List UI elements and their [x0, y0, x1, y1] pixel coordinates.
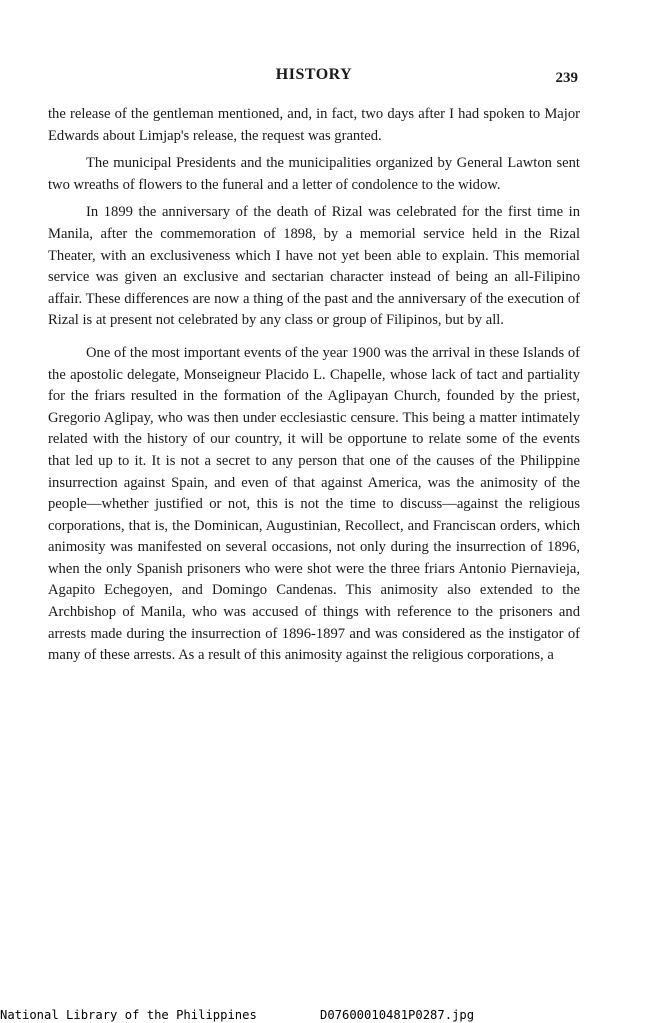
running-title: HISTORY — [275, 66, 353, 83]
paragraph-continuation: the release of the gentleman mentioned, and, in fact, two days after I had spoken to Major Edwards about Limjap's release, the request was granted. — [48, 106, 580, 144]
paragraph-funeral-wreaths: The municipal Presidents and the municipalities organized by General Lawton sent two wreaths of flowers to the funeral and a letter of condolence to the widow. — [48, 155, 580, 193]
scan-footer — [0, 1008, 651, 1023]
body-text — [48, 104, 580, 667]
footer-filename: D07600010481P0287.jpg — [320, 1008, 475, 1022]
paragraph-apostolic-delegate: One of the most important events of the year 1900 was the arrival in these Islands of the apostolic delegate, Monseigneur Placido L. Chapelle, whose lack of tact and partiality for the friars resulted in the formation of the Aglipayan Church, founded by the priest, Gregorio Aglipay, who was then under ecclesiastic censure. This being a matter intimately related with the history of our country, it will be opportune to relate some of the events that led up to it. It is not a secret to any person that one of the causes of the Philippine insurrection against Spain, and even of that against America, was the animosity of the people—whether justified or not, this is not the time to discuss—against the religious corporations, that is, the Dominican, Augustinian, Recollect, and Franciscan orders, which animosity was manifested on several occasions, not only during the insurrection of 1896, when the only Spanish prisoners who were shot were the three friars Antonio Piernavieja, Agapito Echegoyen, and Domingo Candenas. This animosity also extended to the Archbishop of Manila, who was accused of things with reference to the prisoners and arrests made during the insurrection of 1896-1897 and was considered as the instigator of many of these arrests. As a result of this animosity against the religious corporations, a — [48, 344, 580, 664]
paragraph-rizal-anniversary: In 1899 the anniversary of the death of Rizal was celebrated for the first time in Manila, after the commemoration of 1898, by a memorial service held in the Rizal Theater, with an exclusiveness which I have not yet been able to explain. This memorial service was given an exclusive and sectarian character instead of being an all-Filipino affair. These differences are now a thing of the past and the anniversary of the execution of Rizal is at present not celebrated by any class or group of Filipinos, but by all. — [48, 204, 580, 329]
page-number: 239 — [555, 70, 578, 86]
footer-library-name: National Library of the Philippines — [0, 1008, 257, 1022]
running-head — [48, 66, 580, 88]
